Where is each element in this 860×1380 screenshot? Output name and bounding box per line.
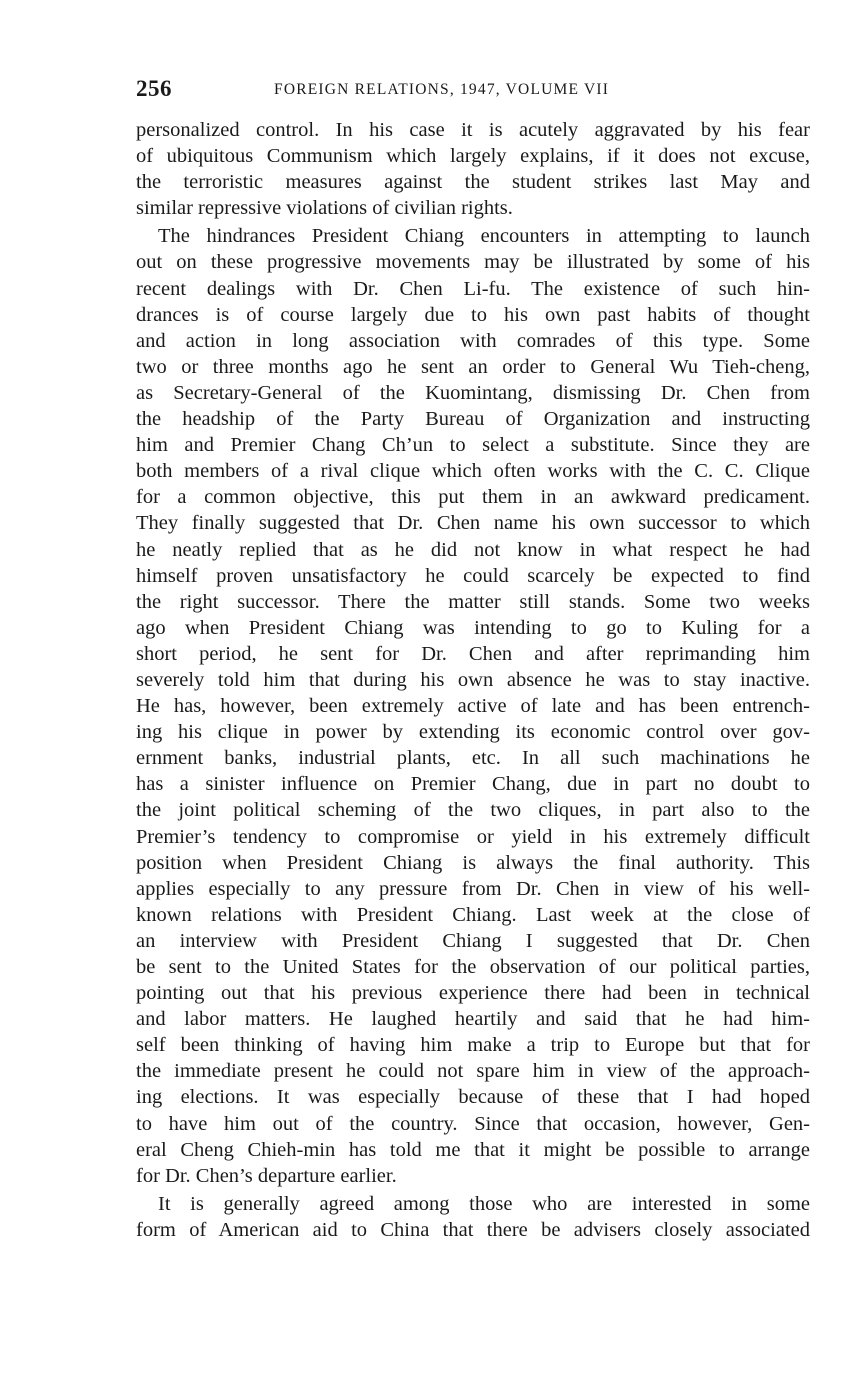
text-line: of ubiquitous Communism which largely explains, if it does not excuse, (136, 145, 810, 168)
text-line: has a sinister influence on Premier Chang, due in part no doubt to (136, 773, 810, 796)
page-number: 256 (136, 76, 172, 101)
text-line: the immediate present he could not spare him in view of the approach- (136, 1060, 810, 1083)
text-line: Premier’s tendency to compromise or yield in his extremely difficult (136, 825, 810, 848)
page-header (136, 76, 810, 106)
text-line: severely told him that during his own absence he was to stay inactive. (136, 668, 810, 691)
text-line: himself proven unsatisfactory he could scarcely be expected to find (136, 564, 810, 587)
text-line: applies especially to any pressure from Dr. Chen in view of his well- (136, 877, 810, 900)
text-line: position when President Chiang is always the final authority. This (136, 851, 810, 874)
text-line: an interview with President Chiang I suggested that Dr. Chen (136, 929, 810, 952)
text-line: ernment banks, industrial plants, etc. In all such machinations he (136, 747, 810, 770)
text-line: the terroristic measures against the student strikes last May and (136, 171, 810, 194)
text-line: for a common objective, this put them in an awkward predicament. (136, 486, 810, 509)
text-line: out on these progressive movements may be illustrated by some of his (136, 251, 810, 274)
text-line: and action in long association with comrades of this type. Some (136, 329, 810, 352)
body-text (136, 117, 810, 1243)
text-line: two or three months ago he sent an order to General Wu Tieh-cheng, (136, 355, 810, 378)
text-line: short period, he sent for Dr. Chen and after reprimanding him (136, 642, 810, 665)
text-line: for Dr. Chen’s departure earlier. (136, 1164, 397, 1187)
text-line: ing elections. It was especially because of these that I had hoped (136, 1086, 810, 1109)
running-head: FOREIGN RELATIONS, 1947, VOLUME VII (274, 81, 610, 98)
text-line: ing his clique in power by extending its economic control over gov- (136, 721, 810, 744)
paragraph (136, 1191, 810, 1243)
text-line: recent dealings with Dr. Chen Li-fu. The existence of such hin- (136, 277, 810, 300)
text-line: the right successor. There the matter still stands. Some two weeks (136, 590, 810, 613)
text-line: be sent to the United States for the observation of our political parties, (136, 956, 810, 978)
text-line: form of American aid to China that there be advisers closely associated (136, 1218, 810, 1241)
text-line: similar repressive violations of civilian rights. (136, 197, 513, 220)
text-line: the joint political scheming of the two cliques, in part also to the (136, 799, 810, 822)
text-line: drances is of course largely due to his own past habits of thought (136, 303, 810, 326)
text-line: and labor matters. He laughed heartily and said that he had him- (136, 1008, 810, 1031)
paragraph (136, 223, 810, 1188)
text-line: self been thinking of having him make a trip to Europe but that for (136, 1034, 810, 1057)
paragraph (136, 117, 810, 221)
text-line: It is generally agreed among those who are interested in some (158, 1192, 810, 1215)
text-line: pointing out that his previous experience there had been in technical (136, 982, 810, 1005)
text-line: as Secretary-General of the Kuomintang, dismissing Dr. Chen from (136, 381, 810, 404)
text-line: to have him out of the country. Since that occasion, however, Gen- (136, 1112, 810, 1135)
text-line: He has, however, been extremely active of late and has been entrench- (136, 695, 810, 718)
text-line: the headship of the Party Bureau of Organization and instructing (136, 408, 810, 431)
text-line: They finally suggested that Dr. Chen name his own successor to which (136, 512, 810, 535)
text-line: known relations with President Chiang. Last week at the close of (136, 903, 810, 926)
text-line: him and Premier Chang Ch’un to select a substitute. Since they are (136, 434, 810, 457)
text-line: personalized control. In his case it is acutely aggravated by his fear (136, 119, 810, 141)
text-line: both members of a rival clique which often works with the C. C. Clique (136, 460, 810, 483)
text-line: ago when President Chiang was intending to go to Kuling for a (136, 616, 810, 639)
text-line: eral Cheng Chieh-min has told me that it might be possible to arrange (136, 1138, 810, 1161)
text-line: he neatly replied that as he did not know in what respect he had (136, 538, 810, 561)
text-line: The hindrances President Chiang encounters in attempting to launch (158, 225, 810, 248)
